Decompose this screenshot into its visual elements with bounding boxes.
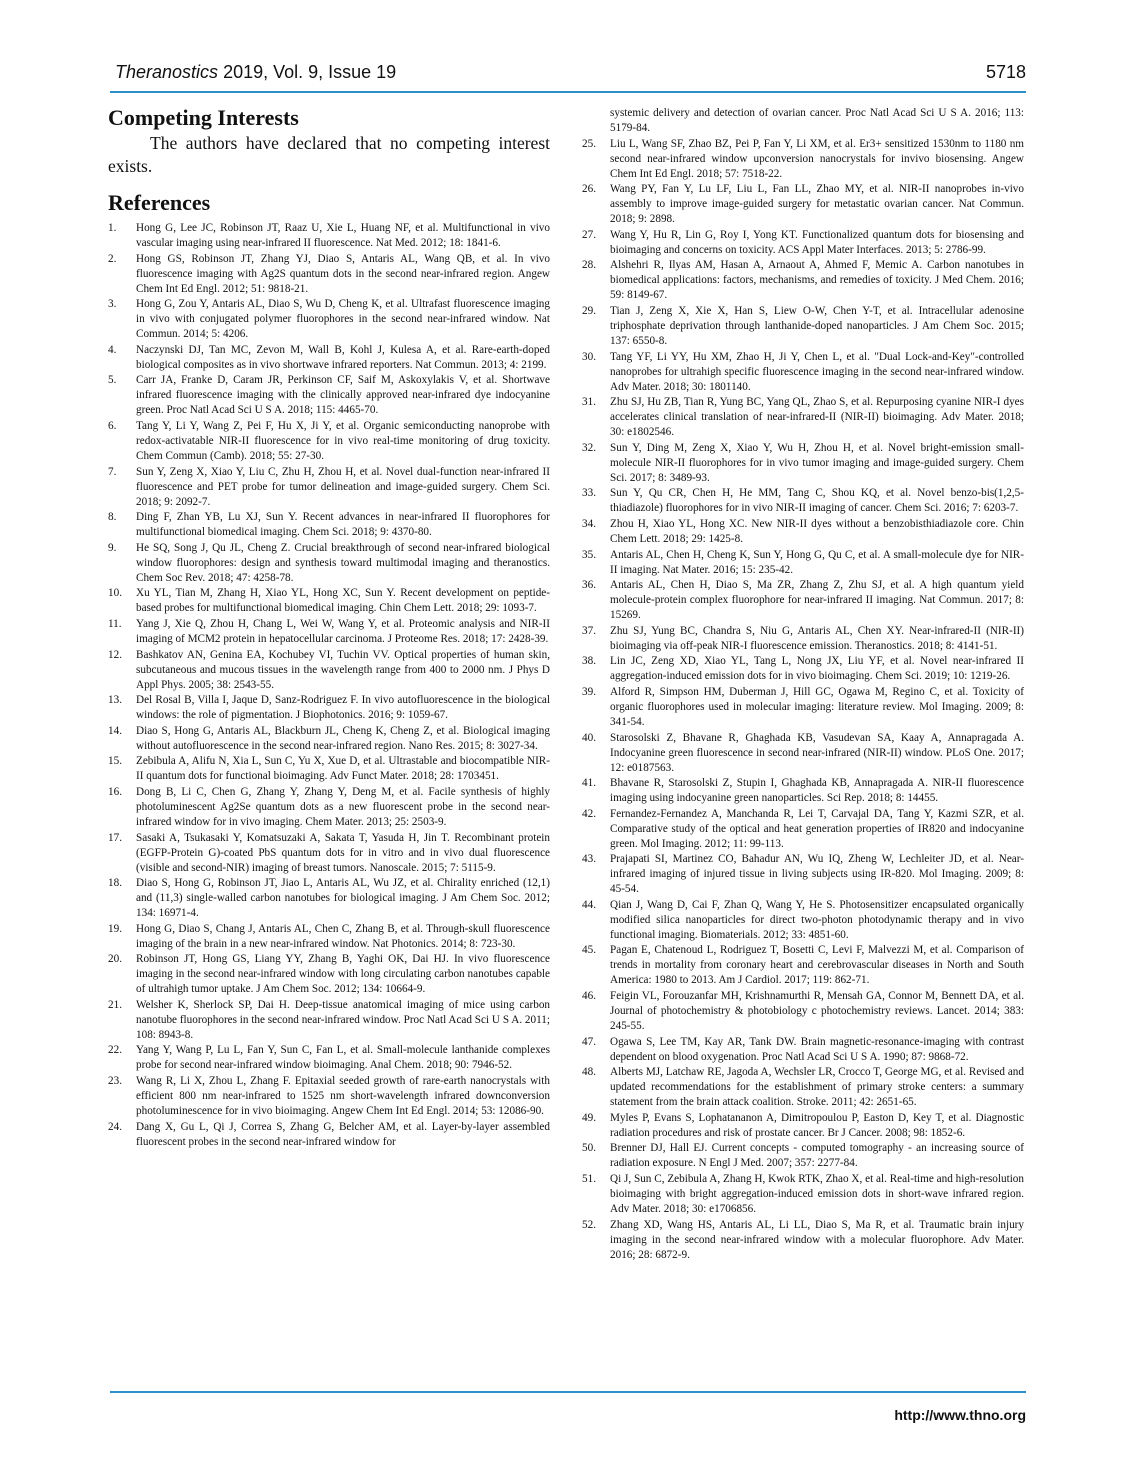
reference-text: Hong G, Lee JC, Robinson JT, Raaz U, Xie L, Huang NF, et al. Multifunctional in vivo vascular imaging using near-infrared II fluorescence. Nat Med. 2012; 18: 1841-6. [136,222,550,249]
reference-text: Alford R, Simpson HM, Duberman J, Hill GC, Ogawa M, Regino C, et al. Toxicity of organic fluorophores used in molecular imaging: literature review. Mol Imaging. 2009; 8: 341-54. [610,685,1024,728]
reference-item [108,510,550,540]
reference-item [582,548,1024,578]
reference-text: Welsher K, Sherlock SP, Dai H. Deep-tissue anatomical imaging of mice using carbon nanotube fluorophores in the second near-infrared window. Proc Natl Acad Sci U S A. 2011; 108: 8943-8. [136,998,550,1041]
reference-item [108,343,550,373]
reference-number: 12. [108,648,122,661]
reference-text: Hong G, Diao S, Chang J, Antaris AL, Chen C, Zhang B, et al. Through-skull fluorescence imaging of the brain in a new near-infrared window. Nat Photonics. 2014; 8: 723-30. [136,922,550,950]
reference-text: Brenner DJ, Hall EJ. Current concepts - computed tomography - an increasing source of radiation exposure. N Engl J Med. 2007; 357: 2277-84. [610,1142,1024,1170]
reference-text: Diao S, Hong G, Robinson JT, Jiao L, Antaris AL, Wu JZ, et al. Chirality enriched (12,1) and (11,3) single-walled carbon nanotubes for biological imaging. J Am Chem Soc. 2012; 134: 16971-4. [136,877,550,920]
reference-number: 7. [108,465,117,478]
reference-text: Bashkatov AN, Genina EA, Kochubey VI, Tuchin VV. Optical properties of human skin, subcutaneous and mucous tissues in the wavelength range from 400 to 2000 nm. J Phys D Appl Phys. 2005; 38: 2543-55. [136,648,550,691]
reference-number: 26. [582,183,596,196]
reference-text: Antaris AL, Chen H, Diao S, Ma ZR, Zhang Z, Zhu SJ, et al. A high quantum yield molecule-protein complex fluorophore for near-infrared II imaging. Nat Commun. 2017; 8: 15269. [610,579,1024,622]
reference-text: Zebibula A, Alifu N, Xia L, Sun C, Yu X, Xue D, et al. Ultrastable and biocompatible NIR-II quantum dots for functional bioimaging. Adv Funct Mater. 2018; 28: 1703451. [136,755,550,783]
reference-text: Zhou H, Xiao YL, Hong XC. New NIR-II dyes without a benzobisthiadiazole core. Chin Chem Lett. 2018; 29: 1425-8. [610,517,1024,545]
reference-number: 31. [582,396,596,409]
reference-item [108,1120,550,1150]
reference-number: 9. [108,541,117,554]
reference-number: 48. [582,1066,596,1079]
journal-name: Theranostics [115,62,219,82]
reference-text: Antaris AL, Chen H, Cheng K, Sun Y, Hong G, Qu C, et al. A small-molecule dye for NIR-II imaging. Nat Mater. 2016; 15: 235-42. [610,548,1024,576]
reference-item [582,395,1024,440]
reference-item [108,617,550,647]
reference-text: Wang R, Li X, Zhou L, Zhang F. Epitaxial seeded growth of rare-earth nanocrystals with efficient 800 nm near-infrared to 1525 nm short-wavelength infrared downconversion photoluminescence for in vivo bioimaging. Angew Chem Int Ed Engl. 2014; 53: 12086-90. [136,1075,550,1118]
reference-number: 18. [108,877,122,890]
reference-list-left [108,221,550,1150]
reference-text: Zhang XD, Wang HS, Antaris AL, Li LL, Diao S, Ma R, et al. Traumatic brain injury imaging in the second near-infrared window with a molecular fluorophore. Adv Mater. 2016; 28: 6872-9. [610,1218,1024,1261]
reference-item [108,373,550,418]
reference-number: 37. [582,624,596,637]
reference-number: 22. [108,1044,122,1057]
reference-item [582,137,1024,182]
reference-number: 52. [582,1218,596,1231]
reference-number: 3. [108,298,117,311]
reference-text: Alberts MJ, Latchaw RE, Jagoda A, Wechsler LR, Crocco T, George MG, et al. Revised and updated recommendations for the establishment of primary stroke centers: a summary statement from the brain attack coalition. Stroke. 2011; 42: 2651-65. [610,1066,1024,1109]
reference-text: Wang PY, Fan Y, Lu LF, Liu L, Fan LL, Zhao MY, et al. NIR-II nanoprobes in-vivo assembly to improve image-guided surgery for metastatic ovarian cancer. Nat Commun. 2018; 9: 2898. [610,183,1024,226]
reference-number: 42. [582,807,596,820]
reference-number: 49. [582,1111,596,1124]
reference-item [108,785,550,830]
reference-item [582,1218,1024,1263]
reference-item [108,998,550,1043]
reference-text: Starosolski Z, Bhavane R, Ghaghada KB, Vasudevan SA, Kaay A, Annapragada A. Indocyanine green fluorescence in second near-infrared (NIR-II) window. PLoS One. 2017; 12: e0187563. [610,731,1024,774]
reference-item [108,541,550,586]
reference-item [108,876,550,921]
right-column [582,106,1024,1263]
reference-list-right [582,106,1024,1263]
page-number: 5718 [985,62,1026,82]
reference-text: Tang Y, Li Y, Wang Z, Pei F, Hu X, Ji Y, et al. Organic semiconducting nanoprobe with redox-activatable NIR-II fluorescence for in vivo real-time monitoring of drug toxicity. Chem Commun (Camb). 2018; 55: 27-30. [136,419,550,462]
reference-number: 1. [108,222,117,234]
reference-item [108,297,550,342]
reference-text: Xu YL, Tian M, Zhang H, Xiao YL, Hong XC, Sun Y. Recent development on peptide-based probes for multifunctional biomedical imaging. Chin Chem Lett. 2018; 29: 1093-7. [136,587,550,615]
reference-text: Prajapati SI, Martinez CO, Bahadur AN, Wu IQ, Zheng W, Lechleiter JD, et al. Near-infrared imaging of injured tissue in living subjects using IR-820. Mol Imaging. 2009; 8: 45-54. [610,853,1024,896]
reference-number: 19. [108,922,122,935]
reference-item [582,258,1024,303]
reference-item [108,831,550,876]
reference-item [582,578,1024,623]
competing-interests-text: The authors have declared that no competing interest exists. [108,133,550,176]
reference-number: 45. [582,944,596,957]
reference-item [108,693,550,723]
footer-url[interactable]: http://www.thno.org [894,1407,1026,1423]
reference-item [108,648,550,693]
reference-item [582,731,1024,776]
reference-number: 40. [582,731,596,744]
reference-text: Diao S, Hong G, Antaris AL, Blackburn JL, Cheng K, Cheng Z, et al. Biological imaging without autofluorescence in the second near-infrared region. Nano Res. 2015; 8: 3027-34. [136,724,550,752]
reference-item [108,419,550,464]
reference-text: Tian J, Zeng X, Xie X, Han S, Liew O-W, Chen Y-T, et al. Intracellular adenosine triphosphate deprivation through lanthanide-doped nanoparticles. J Am Chem Soc. 2015; 137: 6550-8. [610,304,1024,347]
reference-number: 11. [108,617,122,630]
reference-continuation [582,106,1024,136]
reference-number: 35. [582,548,596,561]
reference-item [582,1065,1024,1110]
reference-item [108,1043,550,1073]
reference-text: Pagan E, Chatenoud L, Rodriguez T, Bosetti C, Levi F, Malvezzi M, et al. Comparison of trends in mortality from coronary heart and cerebrovascular diseases in North and South America: 1980 to 2013. Am J Cardiol. 2017; 119: 862-71. [610,944,1024,987]
competing-interests-heading: Competing Interests [108,105,299,130]
reference-item [582,1035,1024,1065]
reference-number: 20. [108,953,122,966]
reference-number: 34. [582,517,596,530]
reference-text: Yang Y, Wang P, Lu L, Fan Y, Sun C, Fan L, et al. Small-molecule lanthanide complexes probe for second near-infrared window bioimaging. Anal Chem. 2018; 90: 7946-52. [136,1044,550,1072]
reference-text: Sun Y, Zeng X, Xiao Y, Liu C, Zhu H, Zhou H, et al. Novel dual-function near-infrared II fluorescence and PET probe for tumor delineation and image-guided surgery. Chem Sci. 2018; 9: 2092-7. [136,465,550,508]
reference-number: 13. [108,694,122,707]
reference-text: Robinson JT, Hong GS, Liang YY, Zhang B, Yaghi OK, Dai HJ. In vivo fluorescence imaging in the second near-infrared window with long circulating carbon nanotubes capable of ultrahigh tumor uptake. J Am Chem Soc. 2012; 134: 10664-9. [136,953,550,996]
reference-item [582,776,1024,806]
reference-text: Carr JA, Franke D, Caram JR, Perkinson CF, Saif M, Askoxylakis V, et al. Shortwave infrared fluorescence imaging with the clinically approved near-infrared dye indocyanine green. Proc Natl Acad Sci U S A. 2018; 115: 4465-70. [136,374,550,417]
reference-text: Naczynski DJ, Tan MC, Zevon M, Wall B, Kohl J, Kulesa A, et al. Rare-earth-doped biological composites as in vivo shortwave infrared reporters. Nat Commun. 2013; 4: 2199. [136,343,550,371]
reference-item [582,441,1024,486]
reference-item [582,943,1024,988]
reference-item [582,304,1024,349]
reference-number: 21. [108,998,122,1011]
reference-number: 27. [582,228,596,241]
reference-number: 28. [582,259,596,272]
reference-number: 43. [582,853,596,866]
reference-number: 2. [108,252,117,265]
reference-text: Zhu SJ, Hu ZB, Tian R, Yung BC, Yang QL, Zhao S, et al. Repurposing cyanine NIR-I dyes accelerates clinical translation of near-infrared-II (NIR-II) bioimaging. Adv Mater. 2018; 30: e1802546. [610,396,1024,439]
reference-number: 36. [582,579,596,592]
reference-text: Dong B, Li C, Chen G, Zhang Y, Zhang Y, Deng M, et al. Facile synthesis of highly photoluminescent Ag2Se quantum dots as a new fluorescent probe in the second near-infrared window for in vivo imaging. Chem Mater. 2013; 25: 2503-9. [136,785,550,828]
reference-text: Sasaki A, Tsukasaki Y, Komatsuzaki A, Sakata T, Yasuda H, Jin T. Recombinant protein (EGFP-Protein G)-coated PbS quantum dots for in vitro and in vivo dual fluorescence (visible and second-NIR) imaging of breast tumors. Nanoscale. 2015; 7: 5115-9. [136,831,550,874]
footer-rule [110,1391,1026,1393]
reference-text: Myles P, Evans S, Lophatananon A, Dimitropoulou P, Easton D, Key T, et al. Diagnostic radiation procedures and risk of prostate cancer. Br J Cancer. 2008; 98: 1852-6. [610,1111,1024,1139]
reference-text: Qian J, Wang D, Cai F, Zhan Q, Wang Y, He S. Photosensitizer encapsulated organically modified silica nanoparticles for direct two-photon photodynamic therapy and in vivo functional imaging. Biomaterials. 2012; 33: 4851-60. [610,898,1024,941]
reference-number: 24. [108,1120,122,1133]
reference-number: 32. [582,441,596,454]
reference-number: 17. [108,831,122,844]
reference-text: Zhu SJ, Yung BC, Chandra S, Niu G, Antaris AL, Chen XY. Near-infrared-II (NIR-II) bioimaging via off-peak NIR-I fluorescence emission. Theranostics. 2018; 8: 4141-51. [610,624,1024,652]
reference-text: Ogawa S, Lee TM, Kay AR, Tank DW. Brain magnetic-resonance-imaging with contrast dependent on blood oxygenation. Proc Natl Acad Sci U S A. 1990; 87: 9868-72. [610,1035,1024,1063]
reference-text: Bhavane R, Starosolski Z, Stupin I, Ghaghada KB, Annapragada A. NIR-II fluorescence imaging using indocyanine green nanoparticles. Sci Rep. 2018; 8: 14455. [610,777,1024,805]
reference-item [108,1074,550,1119]
reference-text: Sun Y, Qu CR, Chen H, He MM, Tang C, Shou KQ, et al. Novel benzo-bis(1,2,5-thiadiazole) fluorophores for in vivo NIR-II imaging of cancer. Chem Sci. 2016; 7: 6203-7. [610,487,1024,515]
reference-item [582,1141,1024,1171]
reference-number: 4. [108,343,117,356]
reference-text: Yang J, Xie Q, Zhou H, Chang L, Wei W, Wang Y, et al. Proteomic analysis and NIR-II imaging of MCM2 protein in hepatocellular carcinoma. J Proteome Res. 2018; 17: 2428-39. [136,617,550,645]
reference-item [108,754,550,784]
reference-text: Tang YF, Li YY, Hu XM, Zhao H, Ji Y, Chen L, et al. "Dual Lock-and-Key"-controlled nanoprobes for ultrahigh specific fluorescence imaging in the second near-infrared window. Adv Mater. 2018; 30: 1801140. [610,350,1024,393]
reference-number: 41. [582,777,596,790]
reference-item [108,952,550,997]
reference-item [582,852,1024,897]
reference-text: Dang X, Gu L, Qi J, Correa S, Zhang G, Belcher AM, et al. Layer-by-layer assembled fluorescent probes in the second near-infrared window for [136,1120,550,1148]
reference-text: Liu L, Wang SF, Zhao BZ, Pei P, Fan Y, Li XM, et al. Er3+ sensitized 1530nm to 1180 nm second near-infrared window upconversion nanocrystals for invivo biosensing. Angew Chem Int Ed Engl. 2018; 57: 7518-22. [610,137,1024,180]
reference-number: 5. [108,374,117,387]
header-rule [110,91,1026,93]
references-heading: References [108,190,211,215]
reference-text: Feigin VL, Forouzanfar MH, Krishnamurthi R, Mensah GA, Connor M, Bennett DA, et al. Journal of photochemistry & photobiology c photochemistry reviews. Lancet. 2014; 383: 245-55. [610,990,1024,1033]
reference-item [108,922,550,952]
reference-item [582,1111,1024,1141]
reference-number: 38. [582,655,596,668]
reference-number: 16. [108,785,122,798]
reference-text: Hong G, Zou Y, Antaris AL, Diao S, Wu D, Cheng K, et al. Ultrafast fluorescence imaging in vivo with conjugated polymer fluorophores in the second near-infrared window. Nat Commun. 2014; 5: 4206. [136,298,550,341]
reference-item [582,654,1024,684]
reference-number: 47. [582,1035,596,1048]
reference-number: 51. [582,1173,596,1186]
reference-number: 10. [108,587,122,600]
left-column [108,104,550,1150]
reference-number: 50. [582,1142,596,1155]
reference-item [582,517,1024,547]
reference-item [582,350,1024,395]
reference-number: 15. [108,755,122,768]
reference-number: 46. [582,990,596,1003]
journal-citation [115,62,396,83]
reference-item [582,898,1024,943]
reference-number: 44. [582,898,596,911]
reference-item [108,252,550,297]
reference-number: 6. [108,419,117,432]
reference-text: Lin JC, Zeng XD, Xiao YL, Tang L, Nong JX, Liu YF, et al. Novel near-infrared II aggregation-induced emission dots for in vivo bioimaging. Chem Sci. 2019; 10: 1219-26. [610,655,1024,683]
reference-number: 39. [582,685,596,698]
reference-text: Fernandez-Fernandez A, Manchanda R, Lei T, Carvajal DA, Tang Y, Kazmi SZR, et al. Comparative study of the optical and heat generation properties of IR820 and indocyanine green. Mol Imaging. 2012; 11: 99-113. [610,807,1024,850]
reference-text: Del Rosal B, Villa I, Jaque D, Sanz-Rodriguez F. In vivo autofluorescence in the biological windows: the role of pigmentation. J Biophotonics. 2016; 9: 1059-67. [136,694,550,722]
reference-text: Hong GS, Robinson JT, Zhang YJ, Diao S, Antaris AL, Wang QB, et al. In vivo fluorescence imaging with Ag2S quantum dots in the second near-infrared region. Angew Chem Int Ed Engl. 2012; 51: 9818-21. [136,252,550,295]
reference-item [582,486,1024,516]
reference-number: 23. [108,1075,122,1088]
reference-item [582,1172,1024,1217]
reference-item [582,182,1024,227]
page-header [110,60,1026,90]
reference-item [582,685,1024,730]
reference-number: 25. [582,137,596,150]
reference-text: Sun Y, Ding M, Zeng X, Xiao Y, Wu H, Zhou H, et al. Novel bright-emission small-molecule NIR-II fluorophores for in vivo tumor imaging and image-guided surgery. Chem Sci. 2017; 8: 3489-93. [610,441,1024,484]
reference-item [582,624,1024,654]
reference-number: 14. [108,724,122,737]
reference-text: systemic delivery and detection of ovarian cancer. Proc Natl Acad Sci U S A. 2016; 113: 5179-84. [610,107,1024,134]
reference-text: Qi J, Sun C, Zebibula A, Zhang H, Kwok RTK, Zhao X, et al. Real-time and high-resolution bioimaging with bright aggregation-induced emission dots in short-wave infrared region. Adv Mater. 2018; 30: e1706856. [610,1173,1024,1216]
reference-item [108,465,550,510]
reference-number: 8. [108,511,117,524]
reference-text: Alshehri R, Ilyas AM, Hasan A, Arnaout A, Ahmed F, Memic A. Carbon nanotubes in biomedical applications: factors, mechanisms, and remedies of toxicity. J Med Chem. 2016; 59: 8149-67. [610,259,1024,302]
reference-item [108,221,550,251]
reference-number: 33. [582,487,596,500]
reference-text: Ding F, Zhan YB, Lu XJ, Sun Y. Recent advances in near-infrared II fluorophores for multifunctional biomedical imaging. Chem Sci. 2018; 9: 4370-80. [136,511,550,539]
reference-text: He SQ, Song J, Qu JL, Cheng Z. Crucial breakthrough of second near-infrared biological window fluorophores: design and synthesis toward multimodal imaging and theranostics. Chem Soc Rev. 2018; 47: 4258-78. [136,541,550,584]
reference-item [108,586,550,616]
reference-item [582,228,1024,258]
reference-item [582,989,1024,1034]
reference-text: Wang Y, Hu R, Lin G, Roy I, Yong KT. Functionalized quantum dots for biosensing and bioimaging and concerns on toxicity. ACS Appl Mater Interfaces. 2013; 5: 2786-99. [610,228,1024,256]
reference-item [582,807,1024,852]
journal-issue: 2019, Vol. 9, Issue 19 [223,62,397,82]
reference-number: 30. [582,350,596,363]
reference-number: 29. [582,304,596,317]
reference-item [108,724,550,754]
